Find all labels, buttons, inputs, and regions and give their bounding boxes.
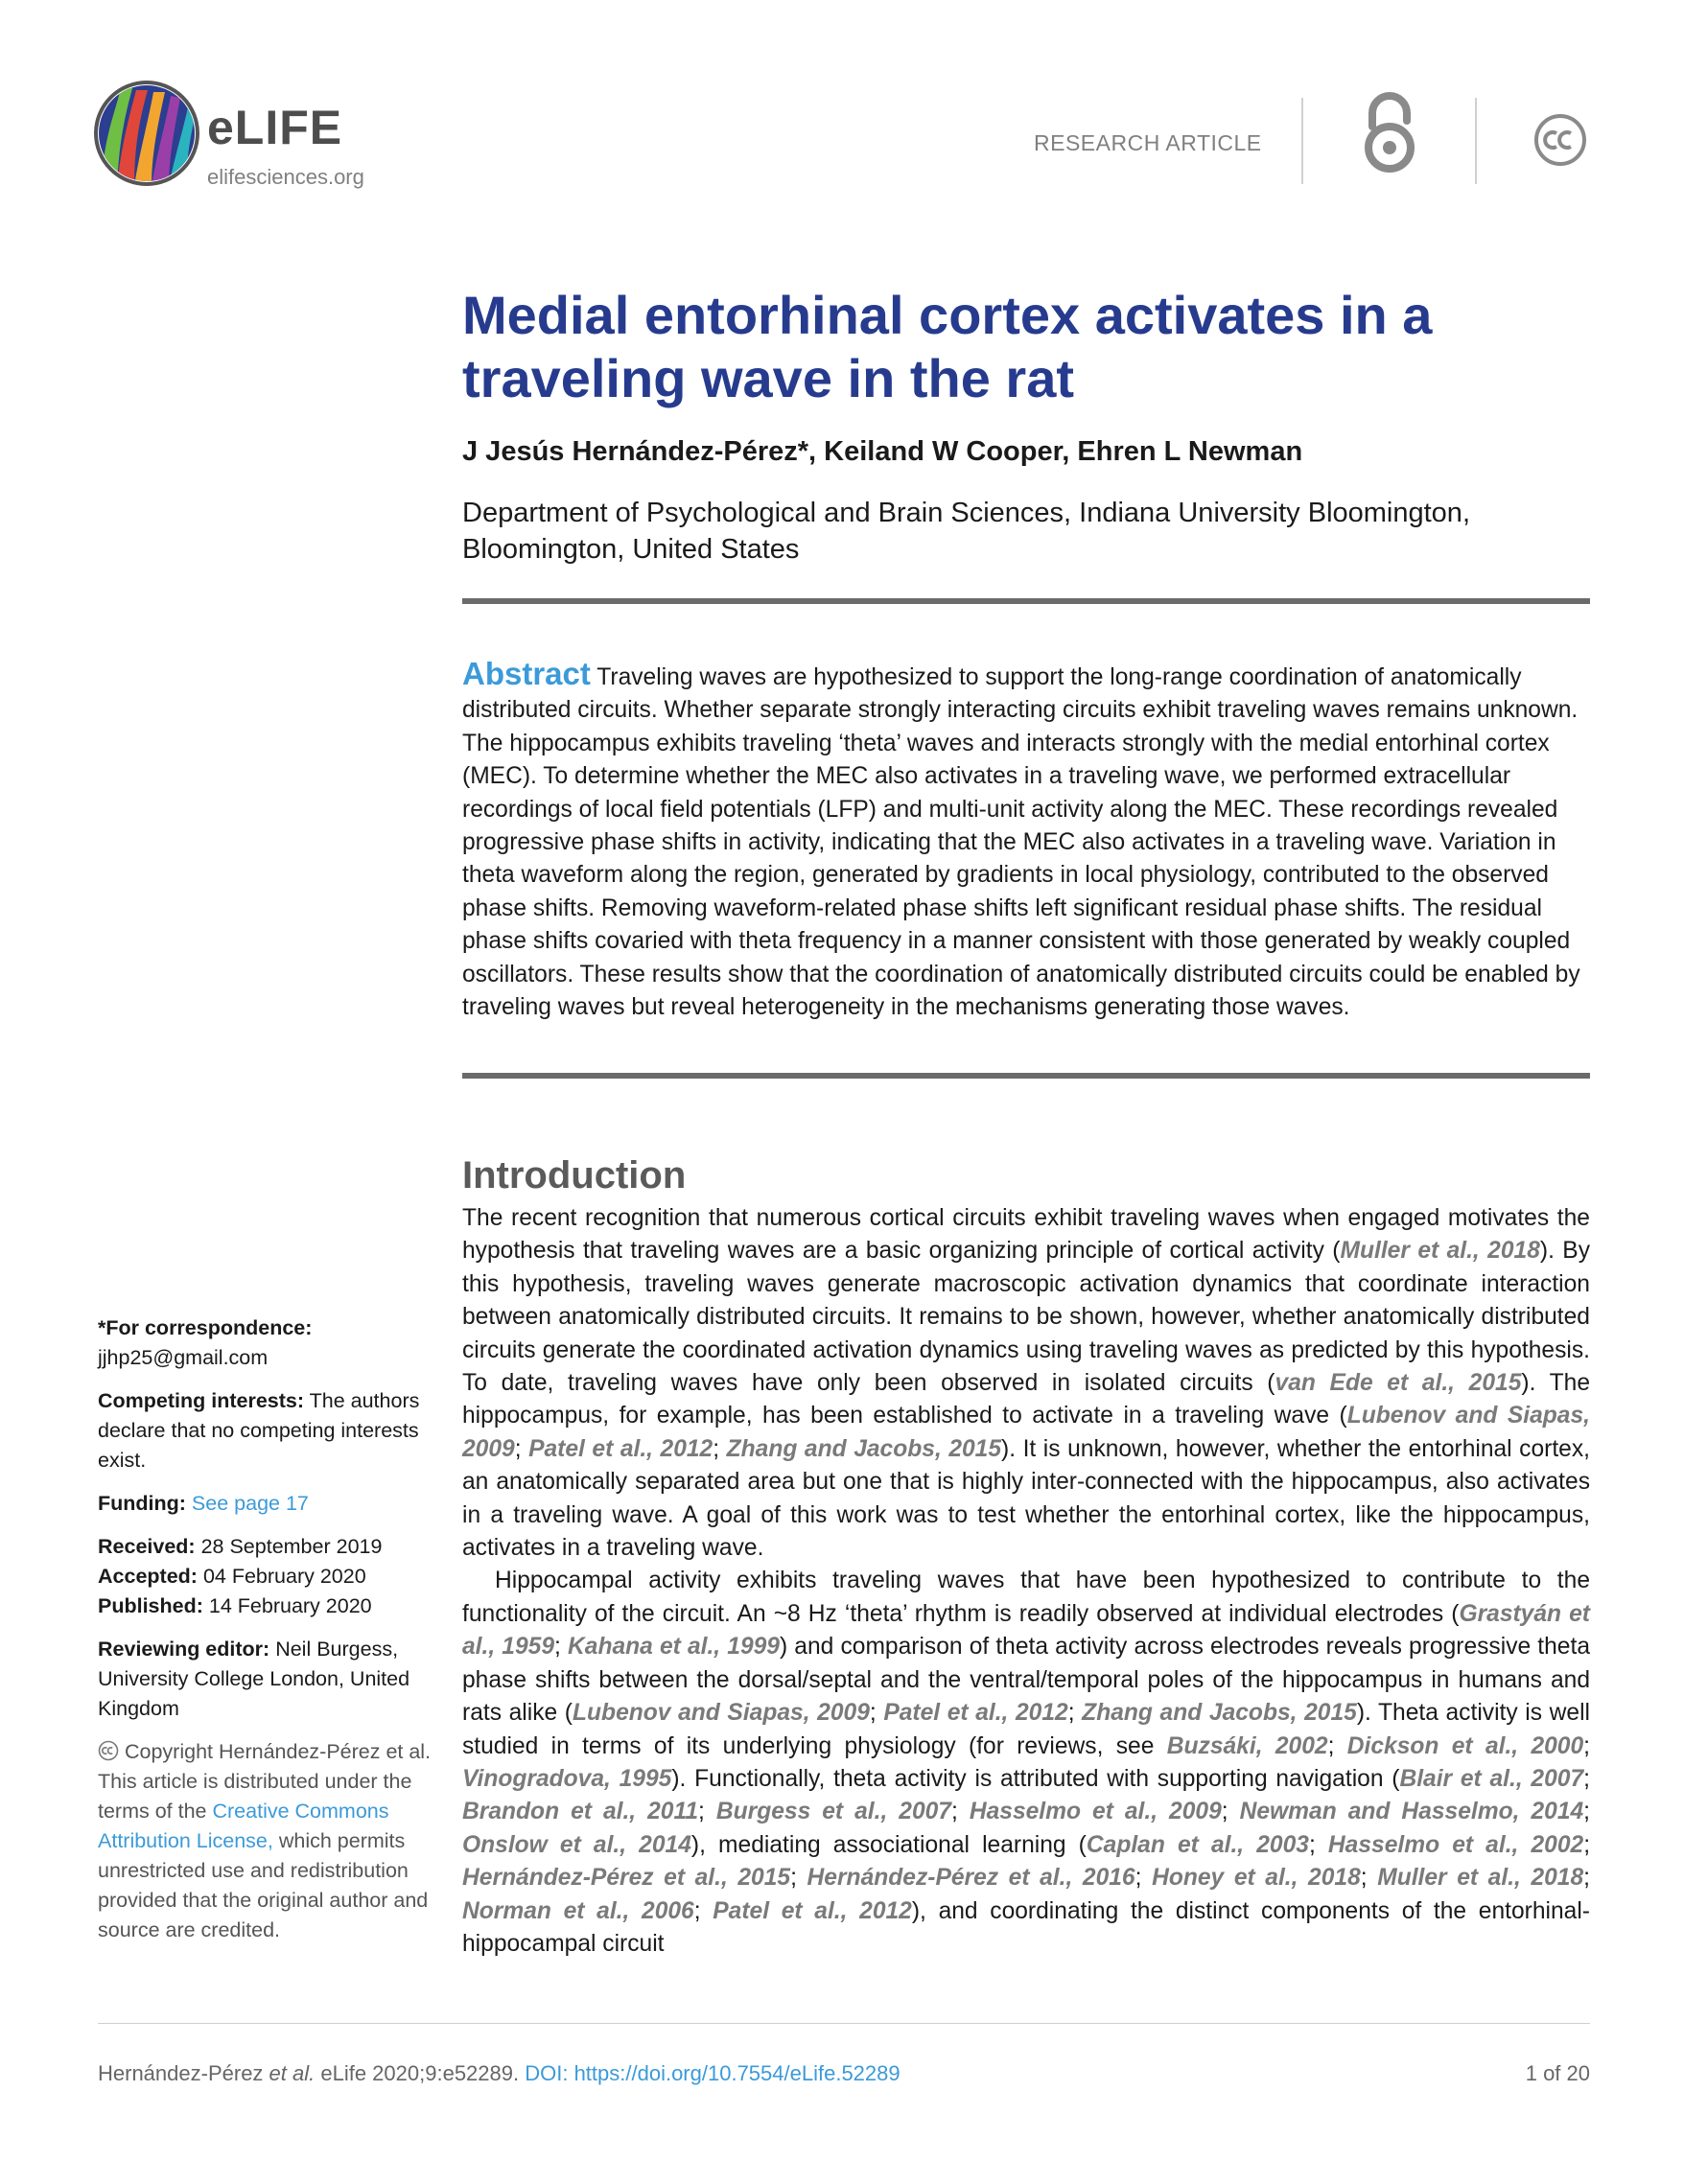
- competing-interests-text: The authors declare that no competing interests exist.: [98, 1389, 420, 1472]
- paragraph-text: ) and comparison of theta activity across electrodes reveals progressive theta phase shifts between the dorsal/septal and the ventral/temporal poles of the hippocampus in humans and rats alike (: [462, 1634, 1590, 1727]
- paragraph-text: ;: [1327, 1732, 1347, 1759]
- citation-link[interactable]: Lubenov and Siapas, 2009: [573, 1700, 870, 1727]
- paragraph-text: ). By this hypothesis, traveling waves generate macroscopic activation dynamics that coordinate interaction between anatomically distributed circuits. It remains to be shown, however, whether anatomically distributed circuits generate the coordinated activation dynamics using traveling waves as predicted by this hypothesis. To date, traveling waves have only been observed in isolated circuits (: [462, 1238, 1590, 1397]
- paragraph-text: ;: [1583, 1831, 1591, 1858]
- paragraph-text: ;: [951, 1799, 970, 1825]
- footer-citation: [98, 2061, 900, 2086]
- paragraph-text: ), and coordinating the distinct components of the entorhinal-hippocampal circuit: [462, 1897, 1590, 1957]
- citation-link[interactable]: Honey et al., 2018: [1152, 1865, 1361, 1892]
- citation-link[interactable]: Blair et al., 2007: [1399, 1765, 1584, 1792]
- competing-interests-block: [98, 1386, 433, 1475]
- citation-link[interactable]: Caplan et al., 2003: [1086, 1831, 1309, 1858]
- footer-journal: eLife 2020;9:e52289.: [315, 2061, 520, 2085]
- citation-link[interactable]: Brandon et al., 2011: [462, 1799, 699, 1825]
- reviewing-editor-text: Neil Burgess, University College London, United Kingdom: [98, 1638, 410, 1720]
- citation-link[interactable]: Zhang and Jacobs, 2015: [726, 1435, 1002, 1462]
- paragraph-text: ;: [1583, 1799, 1591, 1825]
- citation-link[interactable]: van Ede et al., 2015: [1275, 1370, 1522, 1397]
- paragraph-text: ;: [554, 1634, 568, 1661]
- article-sidebar: [98, 1313, 433, 1959]
- citation-link[interactable]: Buzsáki, 2002: [1166, 1732, 1328, 1759]
- article-title: Medial entorhinal cortex activates in a traveling wave in the rat: [462, 285, 1433, 408]
- abstract-label: Abstract: [462, 656, 591, 691]
- citation-link[interactable]: Grastyán et al., 1959: [462, 1600, 1590, 1661]
- funding-label: Funding:: [98, 1492, 186, 1515]
- paragraph-text: ), mediating associational learning (: [690, 1831, 1087, 1858]
- citation-link[interactable]: Onslow et al., 2014: [462, 1831, 691, 1858]
- introduction-heading: Introduction: [462, 1154, 687, 1197]
- creative-commons-icon: [1533, 113, 1587, 167]
- published-label: Published:: [98, 1594, 203, 1617]
- correspondence-email[interactable]: jjhp25@gmail.com: [98, 1346, 269, 1369]
- open-access-icon: [1362, 92, 1417, 174]
- paragraph-text: ;: [1067, 1700, 1083, 1727]
- paragraph-text: ;: [1583, 1765, 1590, 1792]
- citation-link[interactable]: Hernández-Pérez et al., 2016: [807, 1865, 1135, 1892]
- paragraph-text: ). It is unknown, however, whether the entorhinal cortex, an anatomically separated area but one that is highly inter-connected with the hippocampus, also activates in a traveling wave. A goal of this work was to test whether the entorhinal cortex, like the hippocampus, activates in a traveling wave.: [462, 1435, 1590, 1562]
- correspondence-label: *For correspondence:: [98, 1316, 313, 1339]
- license-link[interactable]: Creative Commons Attribution License,: [98, 1800, 389, 1852]
- introduction-body: [462, 1202, 1590, 1961]
- copyright-text: Copyright Hernández-Pérez et al. This article is distributed under the terms of the: [98, 1740, 432, 1823]
- citation-link[interactable]: Patel et al., 2012: [883, 1700, 1068, 1727]
- article-type-label: RESEARCH ARTICLE: [1034, 130, 1262, 155]
- paragraph-text: ;: [1583, 1865, 1591, 1892]
- paragraph-text: ;: [1134, 1865, 1153, 1892]
- affiliation: Department of Psychological and Brain Sciences, Indiana University Bloomington, Bloomington, United States: [462, 498, 1470, 565]
- funding-block: [98, 1489, 433, 1519]
- citation-link[interactable]: Dickson et al., 2000: [1346, 1732, 1584, 1759]
- citation-link[interactable]: Newman and Hasselmo, 2014: [1239, 1799, 1584, 1825]
- citation-link[interactable]: Muller et al., 2018: [1340, 1238, 1540, 1265]
- paragraph-text: ;: [790, 1865, 807, 1892]
- header-divider: [1301, 98, 1303, 184]
- brand-name: eLIFE: [207, 101, 343, 154]
- citation-link[interactable]: Hasselmo et al., 2009: [969, 1799, 1222, 1825]
- citation-link[interactable]: Kahana et al., 1999: [568, 1634, 780, 1661]
- paragraph-text: ;: [693, 1897, 713, 1924]
- header-divider: [1475, 98, 1477, 184]
- paragraph-text: ;: [869, 1700, 884, 1727]
- paragraph-text: ;: [698, 1799, 716, 1825]
- paragraph-text: ;: [1583, 1732, 1591, 1759]
- copyright-text-end: which permits unrestricted use and redistribution provided that the original author and source are credited.: [98, 1829, 429, 1941]
- received-date: 28 September 2019: [200, 1535, 383, 1558]
- accepted-label: Accepted:: [98, 1565, 198, 1588]
- paragraph-text: ;: [1360, 1865, 1378, 1892]
- reviewing-editor-block: [98, 1635, 433, 1724]
- funding-link[interactable]: See page 17: [191, 1492, 309, 1515]
- citation-link[interactable]: Muller et al., 2018: [1377, 1865, 1584, 1892]
- citation-link[interactable]: Lubenov and Siapas, 2009: [462, 1403, 1590, 1462]
- paragraph-text: ). Functionally, theta activity is attributed with supporting navigation (: [671, 1765, 1400, 1792]
- paragraph: [462, 1202, 1590, 1565]
- footer-rule: [98, 2023, 1590, 2024]
- section-rule: [462, 1073, 1590, 1079]
- competing-interests-label: Competing interests:: [98, 1389, 305, 1412]
- doi-link[interactable]: DOI: https://doi.org/10.7554/eLife.52289: [525, 2061, 900, 2085]
- section-rule: [462, 598, 1590, 604]
- citation-link[interactable]: Hernández-Pérez et al., 2015: [462, 1865, 791, 1892]
- footer-etal: et al.: [269, 2061, 316, 2085]
- citation-link[interactable]: Burgess et al., 2007: [715, 1799, 951, 1825]
- published-date: 14 February 2020: [208, 1594, 372, 1617]
- paragraph-text: ). The hippocampus, for example, has been established to activate in a traveling wave (: [462, 1370, 1591, 1429]
- paragraph-text: ). Theta activity is well studied in terms of its underlying physiology (for reviews, see: [462, 1700, 1591, 1759]
- copyright-block: [98, 1737, 433, 1945]
- paragraph: [462, 1565, 1590, 1961]
- abstract: [462, 658, 1590, 1024]
- author-list: J Jesús Hernández-Pérez*, Keiland W Cooper, Ehren L Newman: [462, 436, 1303, 467]
- brand-url[interactable]: elifesciences.org: [207, 165, 364, 189]
- page-number: 1 of 20: [1525, 2061, 1590, 2085]
- paragraph-text: ;: [514, 1435, 529, 1462]
- footer-author: Hernández-Pérez: [98, 2061, 269, 2085]
- citation-link[interactable]: Vinogradova, 1995: [462, 1765, 672, 1792]
- paragraph-text: ;: [1308, 1831, 1328, 1858]
- dates-block: [98, 1532, 433, 1621]
- elife-logo-icon[interactable]: [94, 81, 199, 186]
- received-label: Received:: [98, 1535, 196, 1558]
- abstract-text: Traveling waves are hypothesized to support the long-range coordination of anatomically distributed circuits. Whether separate strongly interacting circuits exhibit traveling waves remains unknown. The hippocampus exhibits traveling ‘theta’ waves and interacts strongly with the medial entorhinal cortex (MEC). To determine whether the MEC also activates in a traveling wave, we performed extracellular recordings of local field potentials (LFP) and multi-unit activity along the MEC. These recordings revealed progressive phase shifts in activity, indicating that the MEC also activates in a traveling wave. Variation in theta waveform along the region, generated by gradients in local physiology, contributed to the observed phase shifts. Removing waveform-related phase shifts left significant residual phase shifts. The residual phase shifts covaried with theta frequency in a manner consistent with those generated by weakly coupled oscillators. These results show that the coordination of anatomically distributed circuits could be enabled by traveling waves but reveal heterogeneity in the mechanisms generating those waves.: [462, 664, 1580, 1021]
- paragraph-text: Hippocampal activity exhibits traveling waves that have been hypothesized to contribute to the functionality of the circuit. An ~8 Hz ‘theta’ rhythm is readily observed at individual electrodes (: [462, 1568, 1590, 1627]
- reviewing-editor-label: Reviewing editor:: [98, 1638, 270, 1661]
- citation-link[interactable]: Patel et al., 2012: [528, 1435, 713, 1462]
- paragraph-text: ;: [713, 1435, 727, 1462]
- citation-link[interactable]: Zhang and Jacobs, 2015: [1082, 1700, 1357, 1727]
- paragraph-text: The recent recognition that numerous cortical circuits exhibit traveling waves when engaged motivates the hypothesis that traveling waves are a basic organizing principle of cortical activity (: [462, 1205, 1590, 1265]
- citation-link[interactable]: Patel et al., 2012: [713, 1897, 912, 1924]
- citation-link[interactable]: Hasselmo et al., 2002: [1327, 1831, 1584, 1858]
- accepted-date: 04 February 2020: [202, 1565, 366, 1588]
- cc-small-icon: [98, 1740, 119, 1761]
- correspondence-block: [98, 1313, 433, 1373]
- paragraph-text: ;: [1221, 1799, 1240, 1825]
- citation-link[interactable]: Norman et al., 2006: [462, 1897, 694, 1924]
